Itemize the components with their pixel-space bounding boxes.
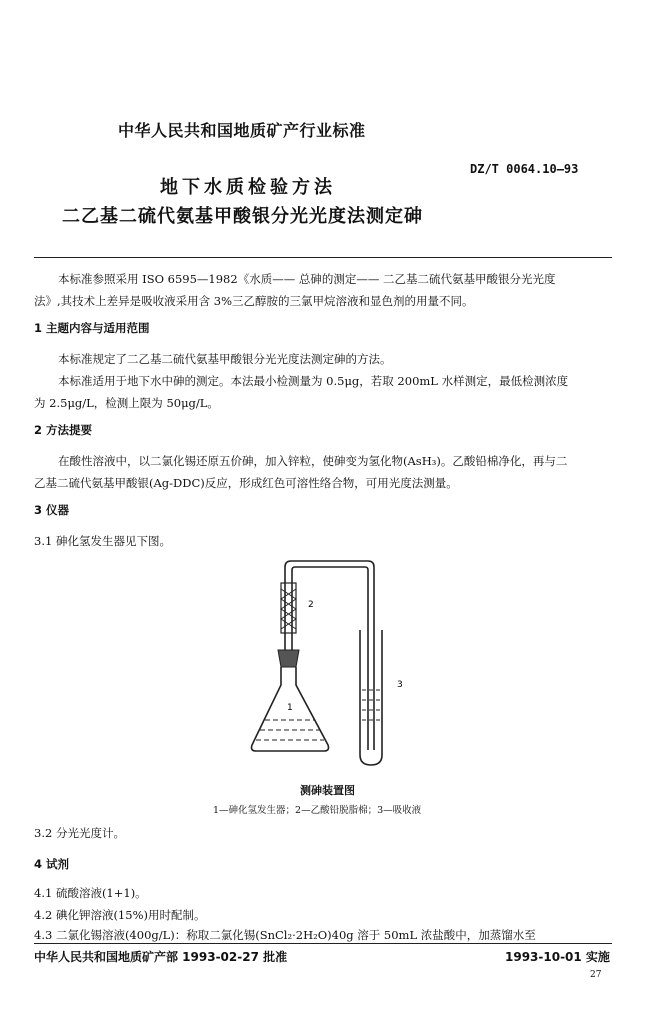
figure-label-2: 2 xyxy=(308,600,314,610)
effective-date: 1993-10-01 实施 xyxy=(505,950,610,964)
arsine-apparatus-figure xyxy=(240,555,420,775)
section2-line2: 乙基二硫代氨基甲酸银(Ag-DDC)反应，形成红色可溶性络合物，可用光度法测量。 xyxy=(34,476,458,490)
section1-line2: 本标准适用于地下水中砷的测定。本法最小检测量为 0.5μg，若取 200mL 水样测定，最低检测浓度 xyxy=(58,374,569,388)
document-title-line1: 地下水质检验方法 xyxy=(160,177,336,198)
figure-label-1: 1 xyxy=(287,703,293,713)
page-number: 27 xyxy=(590,970,602,980)
section1-title: 1 主题内容与适用范围 xyxy=(34,321,150,335)
figure-label-3: 3 xyxy=(397,680,403,690)
intro-line1: 本标准参照采用 ISO 6595—1982《水质—— 总砷的测定—— 二乙基二硫代氨基甲酸银分光光度 xyxy=(58,272,556,286)
figure-caption: 测砷装置图 xyxy=(300,784,355,797)
section3-title: 3 仪器 xyxy=(34,503,70,517)
section2-line1: 在酸性溶液中，以二氯化锡还原五价砷，加入锌粒，使砷变为氢化物(AsH₃)。乙酸铅棉净化，再与二 xyxy=(58,454,568,468)
standard-category-heading: 中华人民共和国地质矿产行业标准 xyxy=(118,121,366,140)
section3-2: 3.2 分光光度计。 xyxy=(34,826,125,840)
section2-title: 2 方法提要 xyxy=(34,423,93,437)
approval-issuer: 中华人民共和国地质矿产部 1993-02-27 批准 xyxy=(34,950,288,964)
footer-divider xyxy=(34,943,612,944)
section4-2: 4.2 碘化钾溶液(15%)用时配制。 xyxy=(34,908,206,922)
document-title-line2: 二乙基二硫代氨基甲酸银分光光度法测定砷 xyxy=(62,206,423,227)
standard-code: DZ/T 0064.10—93 xyxy=(470,162,579,176)
section1-line3: 为 2.5μg/L，检测上限为 50μg/L。 xyxy=(34,396,219,410)
section4-3: 4.3 二氯化锡溶液(400g/L)：称取二氯化锡(SnCl₂·2H₂O)40g 溶于 50mL 浓盐酸中，加蒸馏水至 xyxy=(34,928,536,942)
section4-1: 4.1 硫酸溶液(1+1)。 xyxy=(34,886,147,900)
header-divider xyxy=(34,257,612,258)
figure-legend: 1—砷化氢发生器；2—乙酸铅脱脂棉；3—吸收液 xyxy=(213,805,422,816)
section4-title: 4 试剂 xyxy=(34,857,70,871)
intro-line2: 法》,其技术上差异是吸收液采用含 3%三乙醇胺的三氯甲烷溶液和显色剂的用量不同。 xyxy=(34,294,474,308)
section3-1: 3.1 砷化氢发生器见下图。 xyxy=(34,534,171,548)
section1-line1: 本标准规定了二乙基二硫代氨基甲酸银分光光度法测定砷的方法。 xyxy=(58,352,392,366)
